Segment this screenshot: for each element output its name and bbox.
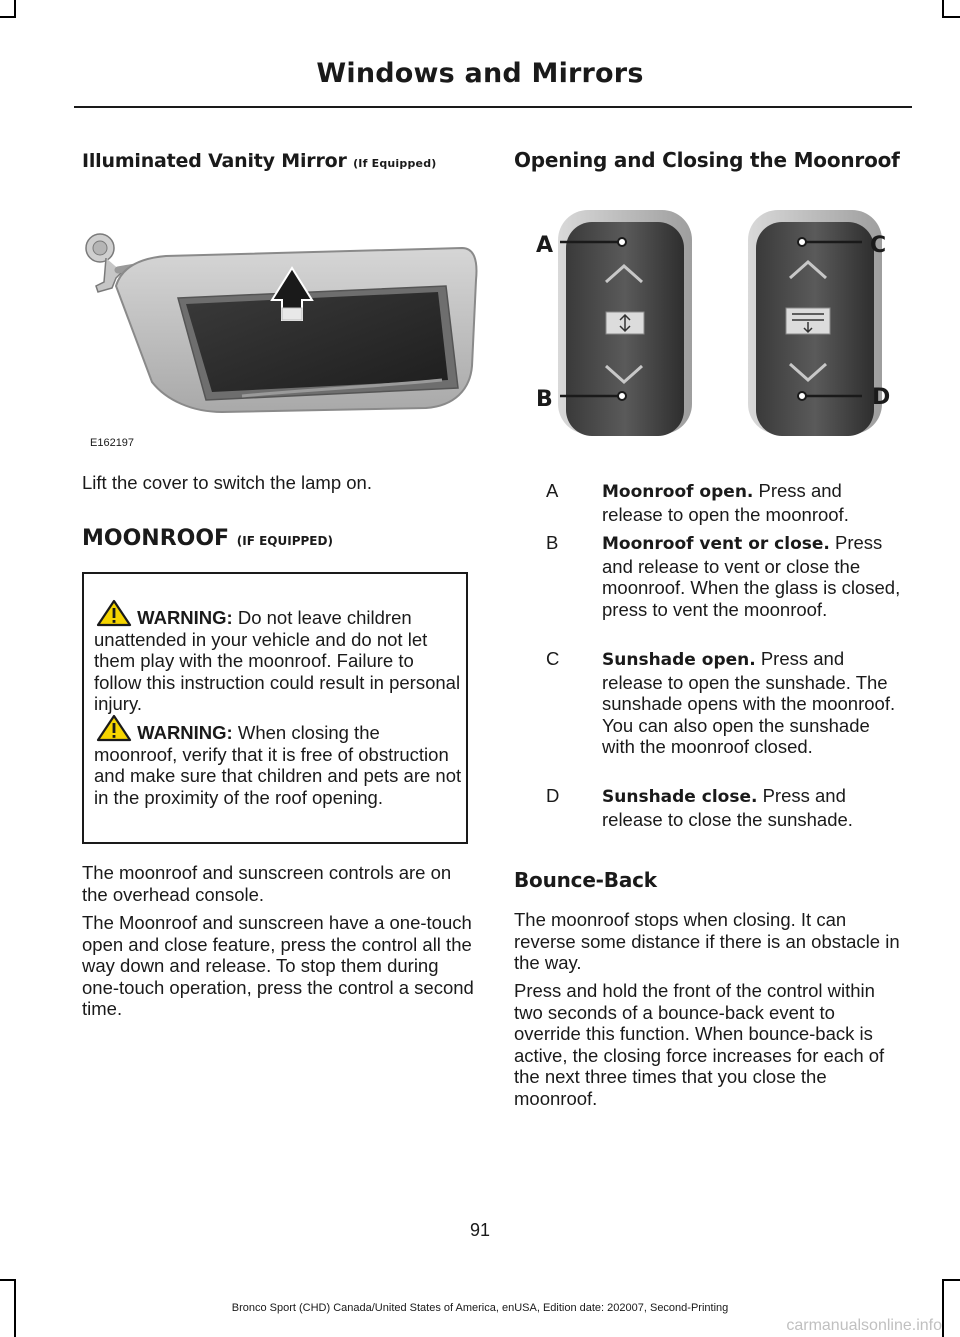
vanity-heading-text: Illuminated Vanity Mirror <box>82 150 347 172</box>
moonroof-heading-text: MOONROOF <box>82 526 230 551</box>
vanity-heading-suffix: (If Equipped) <box>353 157 437 170</box>
crop-mark <box>0 1279 16 1281</box>
bounce-back-text-1: The moonroof stops when closing. It can reverse some distance if there is an obstacle in the way. <box>514 909 900 973</box>
header-rule <box>74 106 912 108</box>
def-text: Press and release to open the moonroof. <box>602 480 849 525</box>
moonroof-heading <box>82 526 333 551</box>
page-number: 91 <box>469 1220 491 1240</box>
controls-location-text: The moonroof and sunscreen controls are on the overhead console. <box>82 862 452 905</box>
warning-triangle-icon <box>96 714 132 742</box>
vanity-mirror-heading <box>82 150 437 172</box>
def-title: Sunshade open. <box>602 650 756 670</box>
crop-mark <box>0 16 16 18</box>
warning-triangle-icon <box>96 599 132 627</box>
watermark: carmanualsonline.info <box>786 1317 942 1334</box>
one-touch-text: The Moonroof and sunscreen have a one-touch open and close feature, press the control all the way down and release. To stop them during one-touch operation, press the control a second time. <box>82 912 474 1019</box>
warning-label: WARNING: <box>137 607 233 628</box>
def-key: B <box>546 532 559 553</box>
def-title: Moonroof open. <box>602 482 754 502</box>
callout-label-b: B <box>536 387 553 412</box>
bounce-back-text-2: Press and hold the front of the control within two seconds of a bounce-back event to override this function. When bounce-back is active, the closing force increases for each of the next three times that you close the moonroof. <box>514 980 885 1109</box>
def-title: Moonroof vent or close. <box>602 534 830 554</box>
warning-text: Do not leave children unattended in your vehicle and do not let them play with the moonroof. Failure to follow this instruction could result in personal injury. <box>94 607 461 714</box>
warning-2 <box>94 714 466 808</box>
def-key: A <box>546 480 559 501</box>
def-text: Press and release to close the sunshade. <box>602 785 853 830</box>
page-title: Windows and Mirrors <box>316 58 644 89</box>
vanity-mirror-illustration <box>82 200 478 460</box>
warning-text: When closing the moonroof, verify that it is free of obstruction and make sure that children and pets are not in the proximity of the roof opening. <box>94 722 462 808</box>
bounce-back-heading: Bounce-Back <box>514 868 657 892</box>
moonroof-controls-illustration <box>514 196 906 436</box>
edition-footer: Bronco Sport (CHD) Canada/United States of America, enUSA, Edition date: 202007, Second-Printing <box>231 1302 729 1314</box>
warning-1 <box>94 599 466 715</box>
callout-label-c: C <box>870 233 887 258</box>
def-text: Press and release to vent or close the moonroof. When the glass is closed, press to vent the moonroof. <box>602 532 901 620</box>
warning-box <box>82 572 468 844</box>
def-title: Sunshade close. <box>602 787 758 807</box>
lift-instruction: Lift the cover to switch the lamp on. <box>82 472 372 493</box>
crop-mark <box>944 1279 960 1281</box>
def-key: C <box>546 648 560 669</box>
moonroof-section-heading: Opening and Closing the Moonroof <box>514 148 900 172</box>
def-key: D <box>546 785 560 806</box>
def-text: Press and release to open the sunshade. The sunshade opens with the moonroof. You can also open the sunshade with the moonroof closed. <box>602 648 896 757</box>
callout-label-a: A <box>536 233 554 258</box>
moonroof-heading-suffix: (IF EQUIPPED) <box>236 534 333 548</box>
callout-label-d: D <box>872 385 891 410</box>
crop-mark <box>944 16 960 18</box>
figure-id: E162197 <box>90 437 135 449</box>
warning-label: WARNING: <box>137 722 233 743</box>
